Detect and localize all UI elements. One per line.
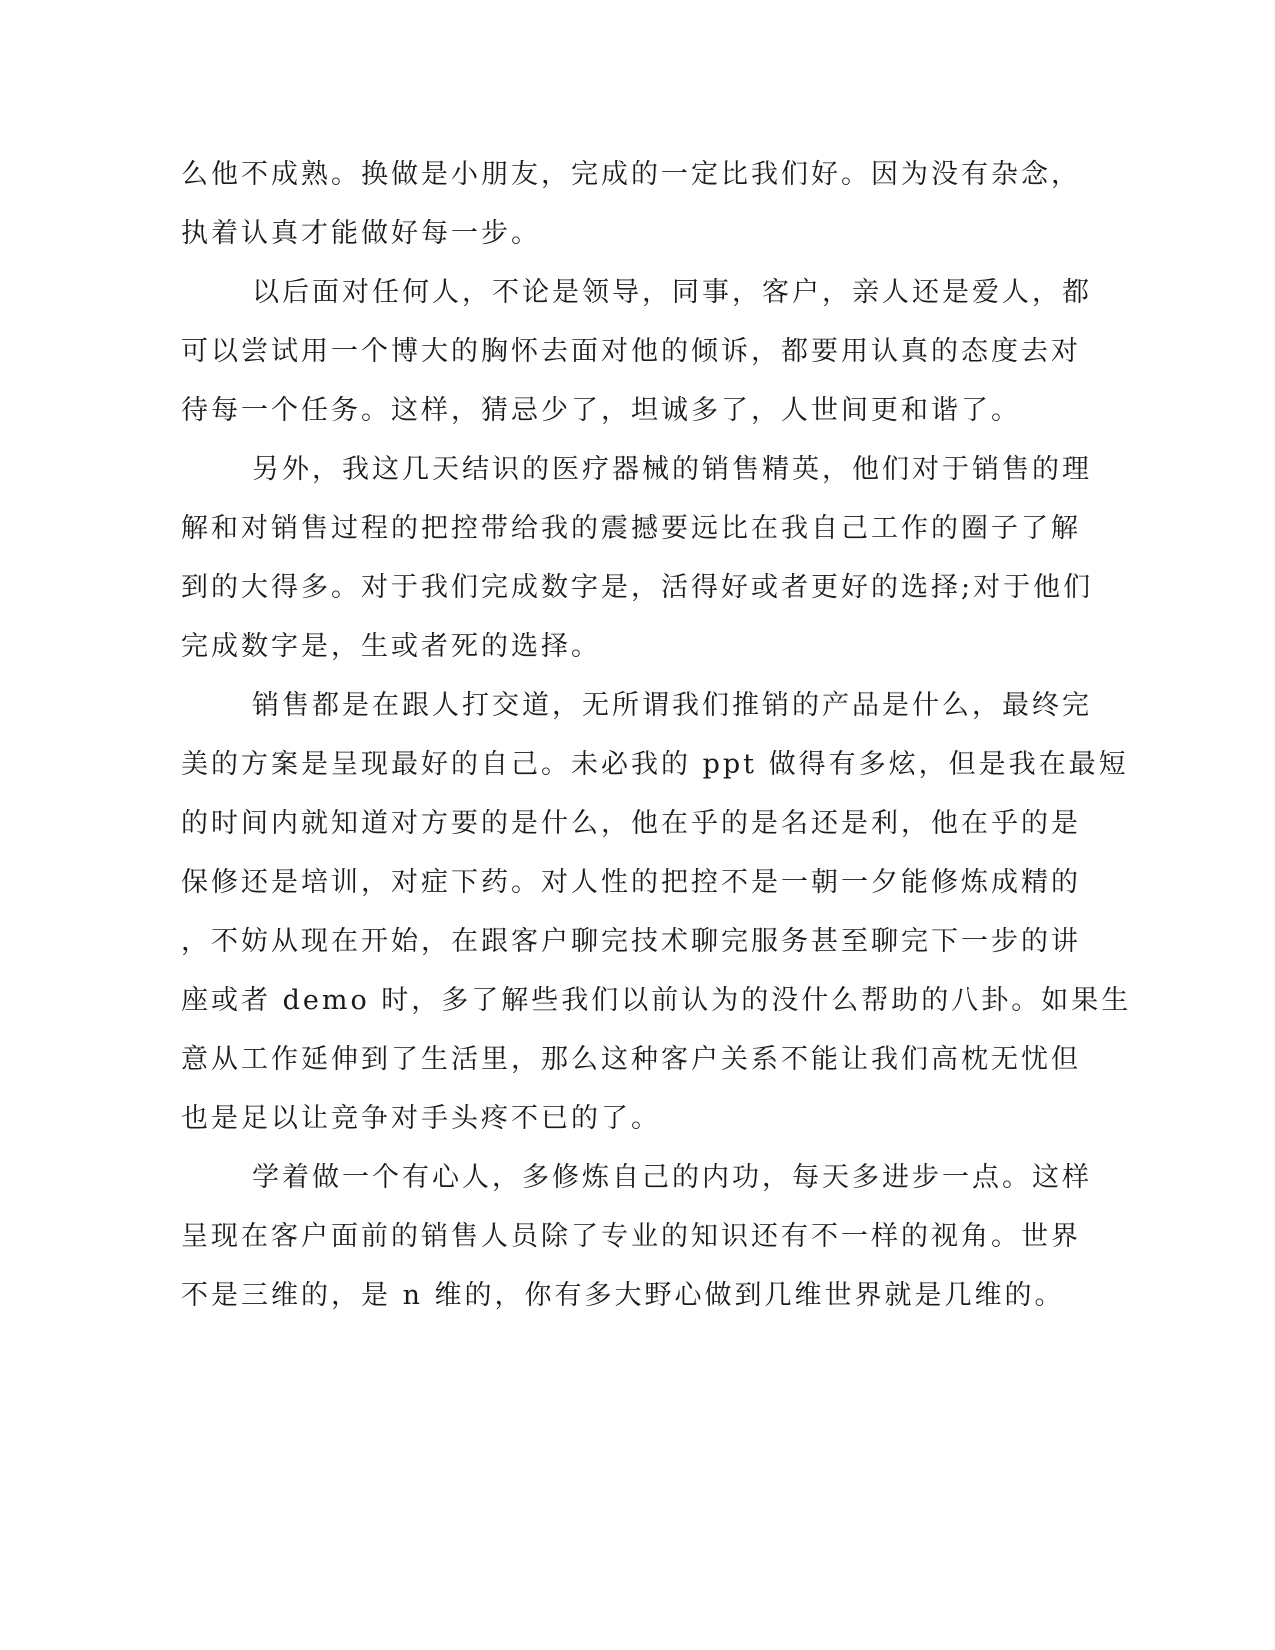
text-line: ，不妨从现在开始，在跟客户聊完技术聊完服务甚至聊完下一步的讲 — [181, 926, 1081, 957]
text-line: 的时间内就知道对方要的是什么，他在乎的是名还是利，他在乎的是 — [181, 808, 1081, 839]
paragraph-first-line: 另外，我这几天结识的医疗器械的销售精英，他们对于销售的理 — [252, 454, 1092, 485]
text-line: 意从工作延伸到了生活里，那么这种客户关系不能让我们高枕无忧但 — [181, 1044, 1081, 1075]
text-line: 执着认真才能做好每一步。 — [181, 218, 541, 249]
text-line: 美的方案是呈现最好的自己。未必我的 ppt 做得有多炫，但是我在最短 — [181, 749, 1129, 780]
text-line: 到的大得多。对于我们完成数字是，活得好或者更好的选择;对于他们 — [181, 572, 1094, 603]
paragraph-first-line: 以后面对任何人，不论是领导，同事，客户，亲人还是爱人，都 — [252, 277, 1092, 308]
text-line: 保修还是培训，对症下药。对人性的把控不是一朝一夕能修炼成精的 — [181, 867, 1081, 898]
text-line: 解和对销售过程的把控带给我的震撼要远比在我自己工作的圈子了解 — [181, 513, 1081, 544]
text-line: 也是足以让竞争对手头疼不已的了。 — [181, 1103, 661, 1134]
text-line: 么他不成熟。换做是小朋友，完成的一定比我们好。因为没有杂念， — [181, 159, 1081, 190]
paragraph-first-line: 销售都是在跟人打交道，无所谓我们推销的产品是什么，最终完 — [252, 690, 1092, 721]
text-line: 待每一个任务。这样，猜忌少了，坦诚多了，人世间更和谐了。 — [181, 395, 1021, 426]
text-line: 可以尝试用一个博大的胸怀去面对他的倾诉，都要用认真的态度去对 — [181, 336, 1081, 367]
text-line: 完成数字是，生或者死的选择。 — [181, 631, 601, 662]
text-line: 不是三维的，是 n 维的，你有多大野心做到几维世界就是几维的。 — [181, 1280, 1065, 1311]
text-line: 座或者 demo 时，多了解些我们以前认为的没什么帮助的八卦。如果生 — [181, 985, 1132, 1016]
paragraph-first-line: 学着做一个有心人，多修炼自己的内功，每天多进步一点。这样 — [252, 1162, 1092, 1193]
text-line: 呈现在客户面前的销售人员除了专业的知识还有不一样的视角。世界 — [181, 1221, 1081, 1252]
